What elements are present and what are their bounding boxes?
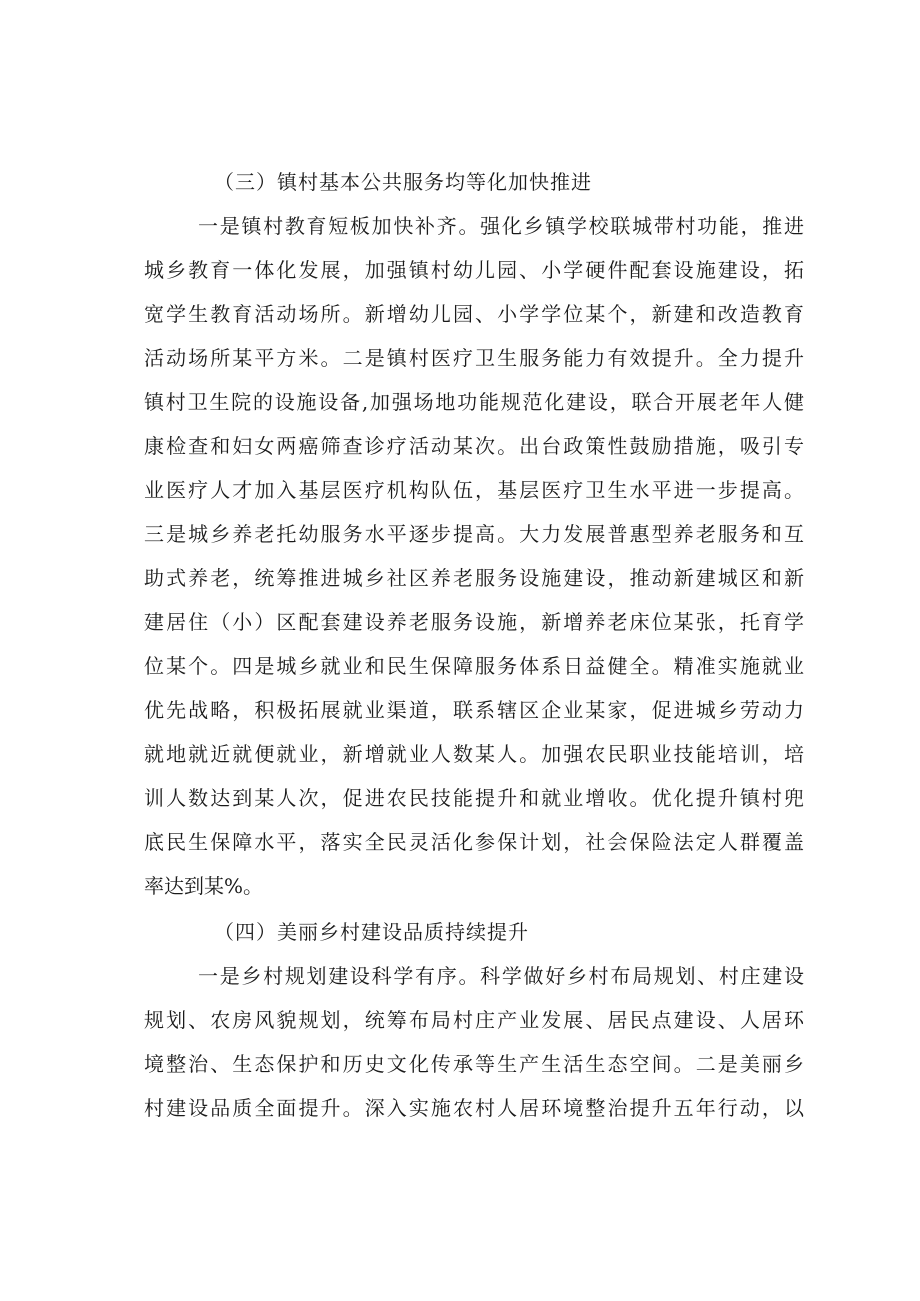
paragraph-line: 村建设品质全面提升。深入实施农村人居环境整治提升五年行动，以 — [144, 1096, 804, 1120]
paragraph-line: 就地就近就便就业，新增就业人数某人。加强农民职业技能培训，培 — [144, 742, 804, 766]
paragraph-line: 镇村卫生院的设施设备,加强场地功能规范化建设，联合开展老年人健 — [144, 390, 804, 414]
paragraph-line: 业医疗人才加入基层医疗机构队伍，基层医疗卫生水平进一步提高。 — [144, 478, 804, 502]
paragraph-line: 一是乡村规划建设科学有序。科学做好乡村布局规划、村庄建设 — [198, 964, 804, 988]
paragraph-line: 宽学生教育活动场所。新增幼儿园、小学学位某个，新建和改造教育 — [144, 302, 804, 326]
paragraph-line: 境整治、生态保护和历史文化传承等生产生活生态空间。二是美丽乡 — [144, 1052, 804, 1076]
paragraph-line: 助式养老，统筹推进城乡社区养老服务设施建设，推动新建城区和新 — [144, 566, 804, 590]
paragraph-line: 规划、农房风貌规划，统筹布局村庄产业发展、居民点建设、人居环 — [144, 1008, 804, 1032]
paragraph-line: 底民生保障水平，落实全民灵活化参保计划，社会保险法定人群覆盖 — [144, 830, 804, 854]
paragraph-line: 率达到某%。 — [144, 874, 264, 898]
paragraph-line: 城乡教育一体化发展，加强镇村幼儿园、小学硬件配套设施建设，拓 — [144, 258, 804, 282]
paragraph-line: 康检查和妇女两癌筛查诊疗活动某次。出台政策性鼓励措施，吸引专 — [144, 434, 804, 458]
paragraph-line: 位某个。四是城乡就业和民生保障服务体系日益健全。精准实施就业 — [144, 654, 804, 678]
section-3-heading: （三）镇村基本公共服务均等化加快推进 — [214, 170, 592, 194]
paragraph-line: 活动场所某平方米。二是镇村医疗卫生服务能力有效提升。全力提升 — [144, 346, 804, 370]
paragraph-line: 三是城乡养老托幼服务水平逐步提高。大力发展普惠型养老服务和互 — [144, 522, 804, 546]
paragraph-line: 建居住（小）区配套建设养老服务设施，新增养老床位某张，托育学 — [144, 610, 804, 634]
paragraph-line: 一是镇村教育短板加快补齐。强化乡镇学校联城带村功能，推进 — [198, 214, 804, 238]
section-4-heading: （四）美丽乡村建设品质持续提升 — [214, 920, 529, 944]
paragraph-line: 优先战略，积极拓展就业渠道，联系辖区企业某家，促进城乡劳动力 — [144, 698, 804, 722]
paragraph-line: 训人数达到某人次，促进农民技能提升和就业增收。优化提升镇村兜 — [144, 786, 804, 810]
